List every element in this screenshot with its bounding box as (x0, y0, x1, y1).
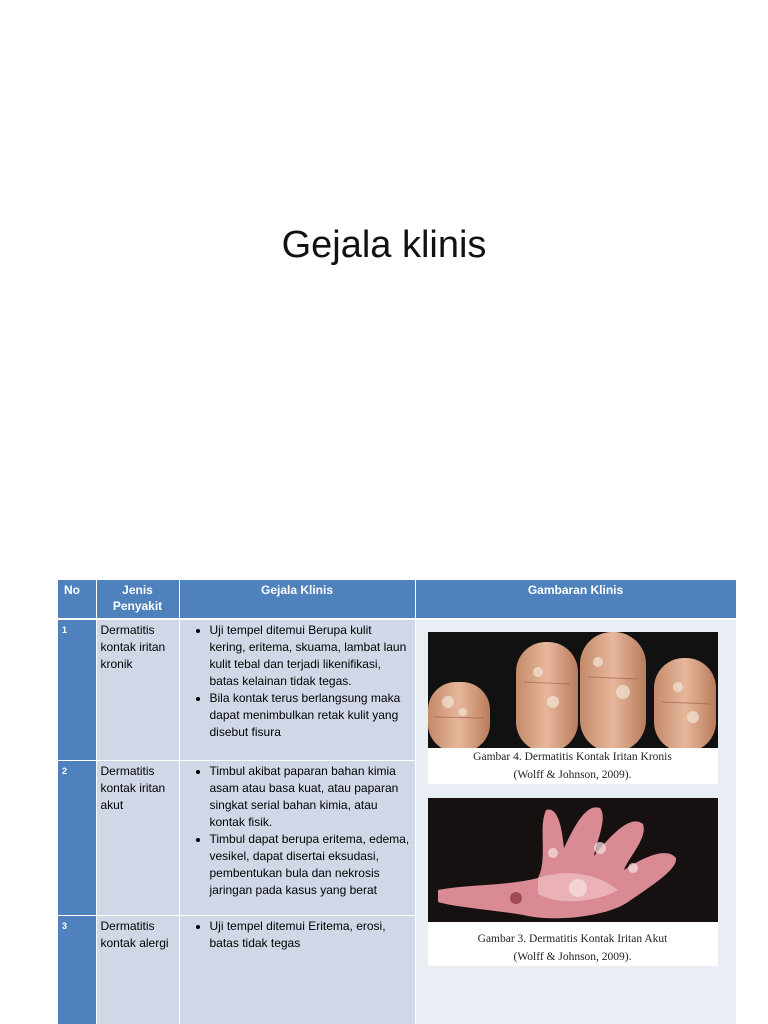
symptom-item: • Bila kontak terus berlangsung maka dapat menimbulkan retak kulit yang disebut fisura (210, 690, 411, 741)
row-number: 2 (58, 761, 96, 916)
symptom-item: • Timbul dapat berupa eritema, edema, vesikel, dapat disertai eksudasi, pembentukan bula dan nekrosis jaringan pada kasus yang berat (210, 831, 411, 899)
row-number: 1 (58, 619, 96, 761)
table-header-row (58, 580, 736, 619)
figure-chronic (428, 632, 718, 784)
row-number: 3 (58, 916, 96, 1024)
symptom-cell (179, 619, 415, 761)
header-jenis: Jenis Penyakit (96, 580, 179, 619)
symptom-item: • Timbul akibat paparan bahan kimia asam atau basa kuat, atau paparan singkat serial bahan kimia, atau kontak fisik. (210, 763, 411, 831)
header-gejala: Gejala Klinis (179, 580, 415, 619)
caption-line: Gambar 3. Dermatitis Kontak Iritan Akut (477, 933, 668, 945)
disease-name: Dermatitis kontak iritan akut (96, 761, 179, 916)
caption-source: (Wolff & Johnson, 2009). (513, 951, 632, 963)
clinical-image-cell (415, 619, 736, 1024)
figure-caption-chronic (428, 748, 718, 784)
figure-acute (428, 798, 718, 966)
table-row (58, 619, 736, 761)
caption-line: Gambar 4. Dermatitis Kontak Iritan Kronis (473, 751, 672, 763)
symptom-cell (179, 761, 415, 916)
clinical-table (58, 580, 736, 1024)
disease-name: Dermatitis kontak iritan kronik (96, 619, 179, 761)
header-gambaran: Gambaran Klinis (415, 580, 736, 619)
symptom-cell (179, 916, 415, 1024)
chronic-dermatitis-fingers-image (428, 632, 718, 748)
figure-caption-acute (428, 922, 718, 966)
header-no: No (58, 580, 96, 619)
slide-title: Gejala klinis (281, 224, 487, 266)
disease-name: Dermatitis kontak alergi (96, 916, 179, 1024)
symptom-item: • Uji tempel ditemui Eritema, erosi, batas tidak tegas (210, 918, 411, 952)
acute-dermatitis-hand-image (428, 798, 718, 922)
clinical-table-wrapper (58, 580, 736, 1024)
symptom-item: • Uji tempel ditemui Berupa kulit kering, eritema, skuama, lambat laun kulit tebal dan terjadi likenifikasi, batas kelainan tidak tegas. (210, 622, 411, 690)
caption-source: (Wolff & Johnson, 2009). (513, 769, 632, 781)
